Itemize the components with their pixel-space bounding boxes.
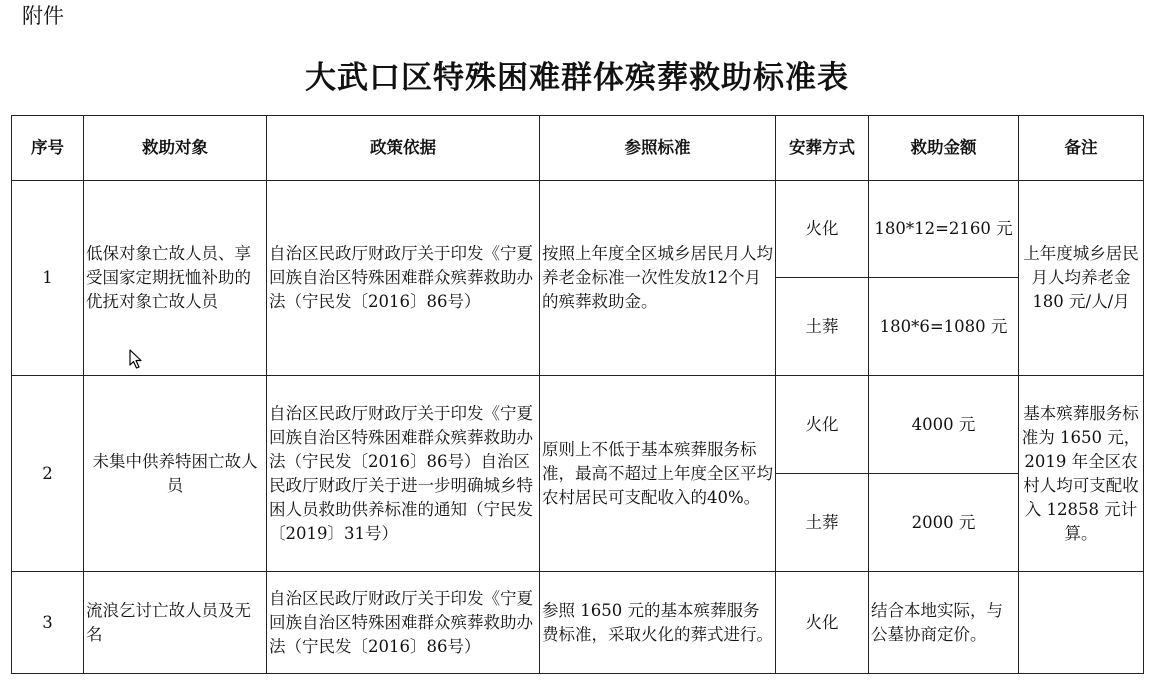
- table-row: [12, 181, 1144, 278]
- aid-standard-table: [11, 115, 1144, 674]
- burial-method: 火化: [776, 181, 869, 278]
- column-header: 救助金额: [869, 116, 1019, 181]
- reference-standard: 参照 1650 元的基本殡葬服务费标准，采取火化的葬式进行。: [540, 572, 776, 674]
- remark: 上年度城乡居民月人均养老金 180 元/人/月: [1019, 181, 1144, 376]
- row-number: 1: [12, 181, 84, 376]
- aid-target: 低保对象亡故人员、享受国家定期抚恤补助的优抚对象亡故人员: [84, 181, 267, 376]
- table-row: [12, 572, 1144, 674]
- aid-target: 流浪乞讨亡故人员及无名: [84, 572, 267, 674]
- table-row: [12, 376, 1144, 474]
- reference-standard: 原则上不低于基本殡葬服务标准，最高不超过上年度全区平均农村居民可支配收入的40%。: [540, 376, 776, 572]
- aid-amount: 2000 元: [869, 474, 1019, 572]
- aid-amount: 180*6=1080 元: [869, 278, 1019, 376]
- aid-target: 未集中供养特困亡故人员: [84, 376, 267, 572]
- column-header: 备注: [1019, 116, 1144, 181]
- row-number: 3: [12, 572, 84, 674]
- column-header: 序号: [12, 116, 84, 181]
- table-header-row: [12, 116, 1144, 181]
- document-title: 大武口区特殊困难群体殡葬救助标准表: [305, 60, 849, 96]
- aid-amount: 180*12=2160 元: [869, 181, 1019, 278]
- attachment-label: 附件: [22, 4, 64, 28]
- burial-method: 火化: [776, 572, 869, 674]
- remark: 基本殡葬服务标准为 1650 元，2019 年全区农村人均可支配收入 12858 元计算。: [1019, 376, 1144, 572]
- burial-method: 火化: [776, 376, 869, 474]
- column-header: 安葬方式: [776, 116, 869, 181]
- aid-amount: 结合本地实际，与公墓协商定价。: [869, 572, 1019, 674]
- reference-standard: 按照上年度全区城乡居民月人均养老金标准一次性发放12个月的殡葬救助金。: [540, 181, 776, 376]
- policy-basis: 自治区民政厅财政厅关于印发《宁夏回族自治区特殊困难群众殡葬救助办法（宁民发〔2016〕86号）自治区民政厅财政厅关于进一步明确城乡特困人员救助供养标准的通知（宁民发〔2019〕31号）: [267, 376, 540, 572]
- remark: [1019, 572, 1144, 674]
- mouse-pointer-icon: [129, 349, 143, 369]
- burial-method: 土葬: [776, 278, 869, 376]
- column-header: 政策依据: [267, 116, 540, 181]
- burial-method: 土葬: [776, 474, 869, 572]
- column-header: 参照标准: [540, 116, 776, 181]
- column-header: 救助对象: [84, 116, 267, 181]
- policy-basis: 自治区民政厅财政厅关于印发《宁夏回族自治区特殊困难群众殡葬救助办法（宁民发〔2016〕86号）: [267, 572, 540, 674]
- row-number: 2: [12, 376, 84, 572]
- aid-amount: 4000 元: [869, 376, 1019, 474]
- policy-basis: 自治区民政厅财政厅关于印发《宁夏回族自治区特殊困难群众殡葬救助办法（宁民发〔2016〕86号）: [267, 181, 540, 376]
